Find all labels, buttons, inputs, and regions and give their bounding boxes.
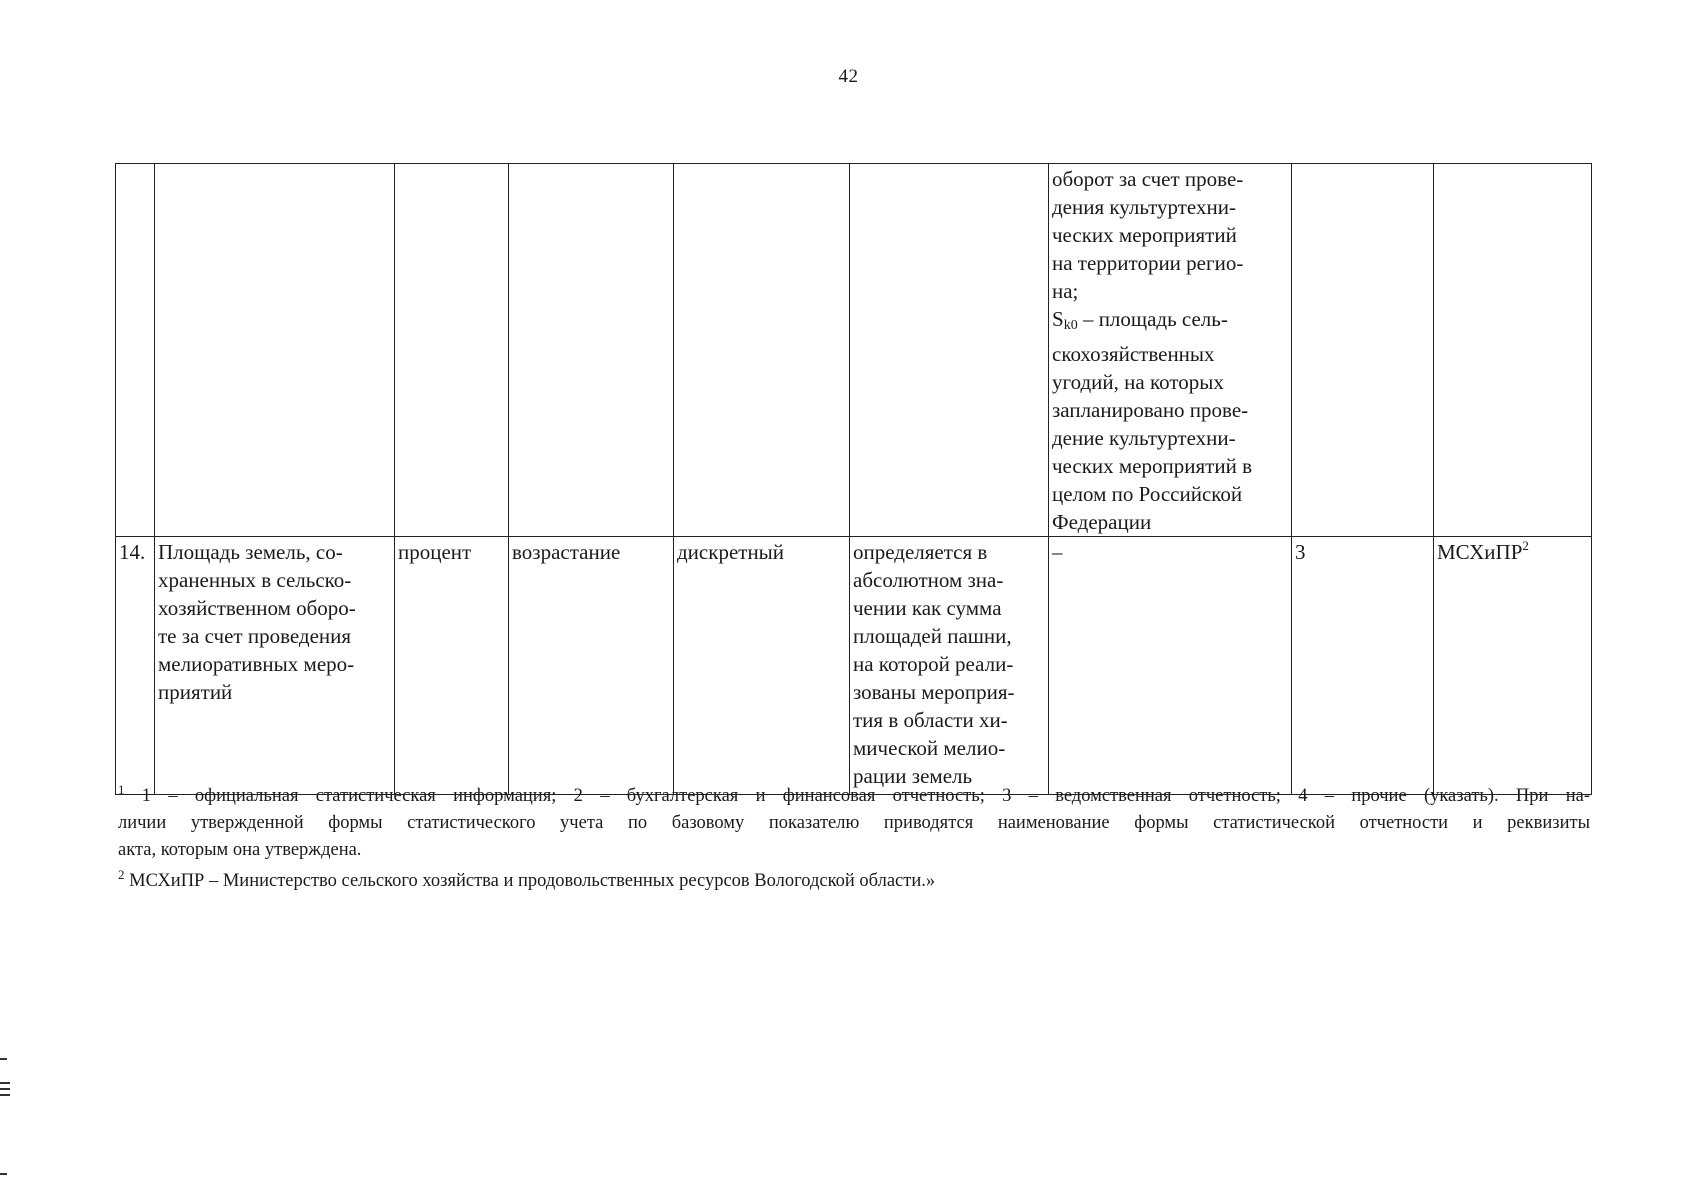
method-line: абсолютном зна- xyxy=(853,568,1004,592)
footnote-1-line: личии утвержденной формы статистического учета по базовому показателю приводятся наименование формы статистической отчетности и реквизиты xyxy=(118,813,1590,833)
footnote-1-mark: 1 xyxy=(118,782,125,797)
cell-number: 14. xyxy=(116,537,155,795)
footnote-2-text: МСХиПР – Министерство сельского хозяйства и продовольственных ресурсов Вологодской области.» xyxy=(124,871,936,891)
footnote-2-mark: 2 xyxy=(118,867,125,882)
formula-line: оборот за счет прове- xyxy=(1052,167,1244,191)
cell-trend xyxy=(509,164,674,537)
sk0-symbol: S xyxy=(1052,307,1064,331)
formula-line: запланировано прове- xyxy=(1052,398,1249,422)
method-line: мической мелио- xyxy=(853,736,1006,760)
cell-type xyxy=(674,164,850,537)
table-row-continuation xyxy=(116,164,1592,537)
method-line: на которой реали- xyxy=(853,652,1014,676)
formula-line: целом по Российской xyxy=(1052,482,1243,506)
cell-name xyxy=(155,537,395,795)
formula-line: на территории регио- xyxy=(1052,251,1244,275)
indicators-table xyxy=(115,163,1592,795)
responsible-text: МСХиПР xyxy=(1437,540,1523,564)
table-row-14 xyxy=(116,537,1592,795)
formula-line: Федерации xyxy=(1052,510,1152,534)
footnote-ref: 2 xyxy=(1522,538,1529,553)
cell-method xyxy=(850,164,1049,537)
formula-line: на; xyxy=(1052,279,1079,303)
scan-margin-marks xyxy=(0,1050,14,1180)
method-line: площадей пашни, xyxy=(853,624,1012,648)
footnote-1-line: акта, которым она утверждена. xyxy=(118,840,362,860)
cell-responsible xyxy=(1434,164,1592,537)
footnotes xyxy=(118,783,1590,895)
page-number: 42 xyxy=(838,66,859,87)
name-line: мелиоративных меро- xyxy=(158,652,355,676)
name-line: приятий xyxy=(158,680,233,704)
cell-source xyxy=(1292,164,1434,537)
name-line: храненных в сельско- xyxy=(158,568,352,592)
sk0-definition xyxy=(1052,305,1288,340)
formula-line: дение культуртехни- xyxy=(1052,426,1236,450)
cell-unit xyxy=(395,164,509,537)
name-line: те за счет проведения xyxy=(158,624,352,648)
footnote-2 xyxy=(118,868,1590,895)
cell-source: 3 xyxy=(1292,537,1434,795)
formula-line: дения культуртехни- xyxy=(1052,195,1236,219)
footnote-1-line xyxy=(118,783,1590,810)
cell-method xyxy=(850,537,1049,795)
cell-number xyxy=(116,164,155,537)
sk0-text: – площадь сель- xyxy=(1077,307,1228,331)
cell-responsible xyxy=(1434,537,1592,795)
method-line: зованы мероприя- xyxy=(853,680,1015,704)
cell-name xyxy=(155,164,395,537)
formula-line: ческих мероприятий в xyxy=(1052,454,1252,478)
formula-line: скохозяйственных xyxy=(1052,342,1215,366)
footnote-1 xyxy=(118,783,1590,864)
sk0-subscript: k0 xyxy=(1063,318,1078,333)
method-line: тия в области хи- xyxy=(853,708,1008,732)
method-line: рации земель xyxy=(853,764,973,788)
cell-formula xyxy=(1049,164,1292,537)
cell-unit: процент xyxy=(395,537,509,795)
cell-trend: возрастание xyxy=(509,537,674,795)
name-line: Площадь земель, со- xyxy=(158,540,343,564)
footnote-1-text: 1 – официальная статистическая информация; 2 – бухгалтерская и финансовая отчетность; 3 – ведомственная отчетность; 4 – прочие (указать). При на- xyxy=(124,786,1590,806)
formula-line: ческих мероприятий xyxy=(1052,223,1237,247)
cell-type: дискретный xyxy=(674,537,850,795)
cell-formula: – xyxy=(1049,537,1292,795)
method-line: чении как сумма xyxy=(853,596,1002,620)
name-line: хозяйственном оборо- xyxy=(158,596,356,620)
formula-line: угодий, на которых xyxy=(1052,370,1224,394)
method-line: определяется в xyxy=(853,540,988,564)
